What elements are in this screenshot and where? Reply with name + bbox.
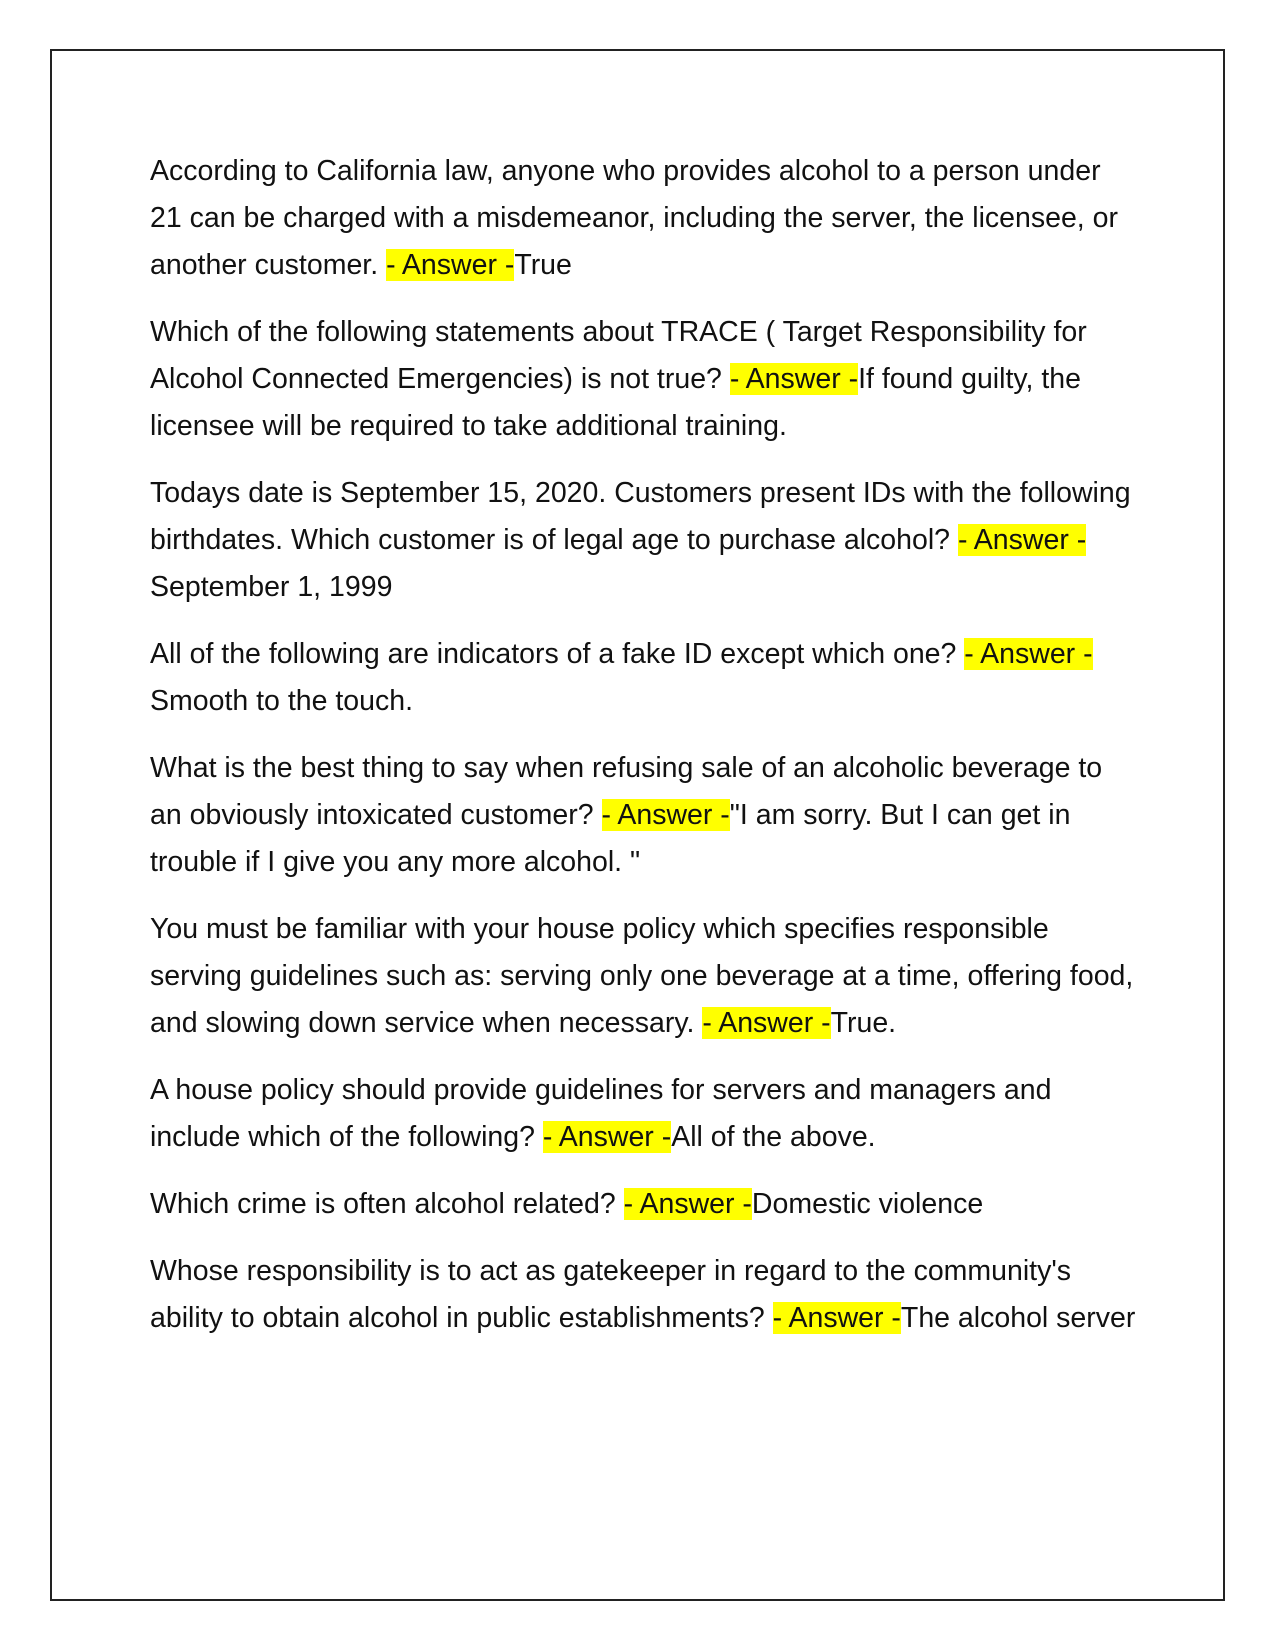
answer-text: Domestic violence (751, 1188, 984, 1220)
answer-marker: - Answer - (729, 363, 859, 395)
answer-marker: - Answer - (386, 249, 515, 281)
answer-marker: - Answer - (772, 1302, 901, 1334)
answer-marker: - Answer - (601, 799, 730, 831)
answer-marker: - Answer - (702, 1007, 831, 1039)
qa-item-8 (150, 1181, 1140, 1228)
question-text: Which of the following statements about TRACE ( Target Responsibility for Alcohol Connected Emergencies) is not true? (150, 316, 1087, 395)
question-text: Which crime is often alcohol related? (150, 1188, 616, 1220)
answer-text: True (514, 249, 572, 281)
question-text: What is the best thing to say when refusing sale of an alcoholic beverage to an obviously intoxicated customer? (150, 752, 1103, 831)
qa-item-3 (150, 470, 1140, 611)
answer-text: If found guilty, the licensee will be required to take additional training. (150, 363, 1081, 442)
document-body (150, 148, 1140, 1362)
answer-text: True. (830, 1007, 897, 1039)
answer-marker: - Answer - (542, 1121, 672, 1153)
answer-text: Smooth to the touch. (150, 685, 413, 717)
answer-marker: - Answer - (964, 638, 1093, 670)
question-text: A house policy should provide guidelines for servers and managers and include which of the following? (150, 1074, 1052, 1153)
question-text: You must be familiar with your house policy which specifies responsible serving guidelines such as: serving only one beverage at a time, offering food, and slowing down service when necessary. (150, 913, 1134, 1039)
qa-item-5 (150, 745, 1140, 886)
answer-text: All of the above. (671, 1121, 876, 1153)
answer-text: September 1, 1999 (150, 571, 393, 603)
qa-item-9 (150, 1248, 1140, 1342)
answer-marker: - Answer - (957, 524, 1087, 556)
answer-marker: - Answer - (623, 1188, 752, 1220)
qa-item-1 (150, 148, 1140, 289)
answer-text: "I am sorry. But I can get in trouble if I give you any more alcohol. " (150, 799, 1071, 878)
answer-text: The alcohol server (900, 1302, 1136, 1334)
question-text: According to California law, anyone who provides alcohol to a person under 21 can be charged with a misdemeanor, including the server, the licensee, or another customer. (150, 155, 1118, 281)
question-text: Todays date is September 15, 2020. Customers present IDs with the following birthdates. Which customer is of legal age to purchase alcohol? (150, 477, 1131, 556)
qa-item-2 (150, 309, 1140, 450)
question-text: Whose responsibility is to act as gatekeeper in regard to the community's ability to obtain alcohol in public establishments? (150, 1255, 1072, 1334)
qa-item-7 (150, 1067, 1140, 1161)
qa-item-4 (150, 631, 1140, 725)
qa-item-6 (150, 906, 1140, 1047)
question-text: All of the following are indicators of a fake ID except which one? (150, 638, 957, 670)
